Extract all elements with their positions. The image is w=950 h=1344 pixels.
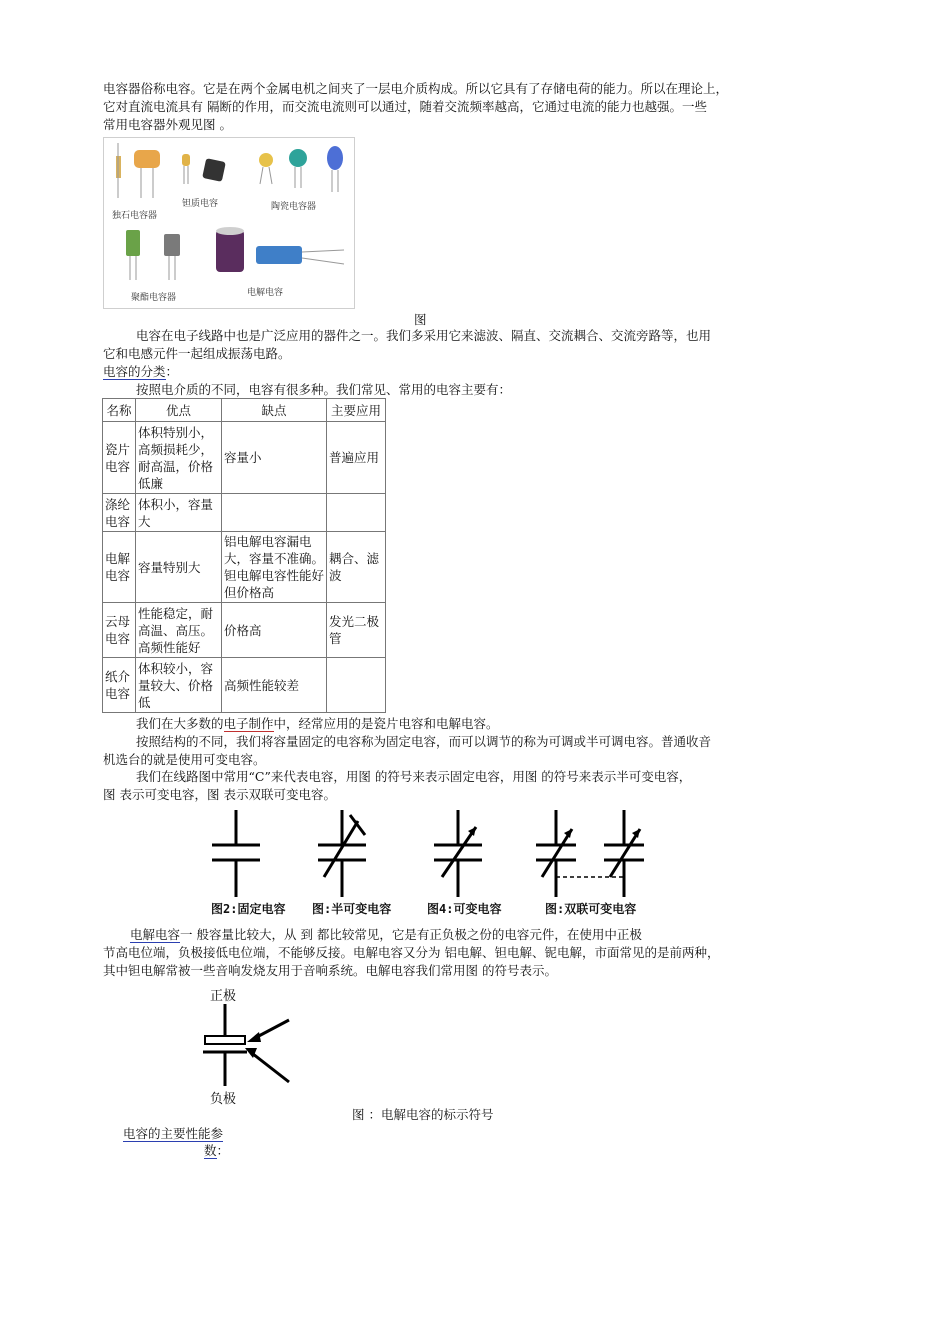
table-row — [103, 532, 386, 603]
variable-capacitor-symbol — [434, 810, 482, 897]
params-link-line-1-row — [123, 1125, 223, 1142]
para4-line-2: 机选台的就是使用可变电容。 — [103, 752, 266, 767]
table-row — [103, 603, 386, 658]
para5-line-1: 我们在线路图中常用“C”来代表电容，用图 的符号来表示固定电容，用图 的符号来表示半可变电容， — [136, 769, 692, 784]
ceramic-green-shape — [289, 149, 307, 167]
classification-heading-row — [103, 363, 178, 380]
para2-line-2: 它和电感元件一起组成振荡电路。 — [103, 346, 291, 361]
table-cell-use — [327, 658, 386, 713]
para6-line-3: 其中钽电解常被一些音响发烧友用于音响系统。电解电容我们常用图 的符号表示。 — [103, 963, 557, 978]
para6-line-1-text: 一 般容量比较大，从 到 都比较常见，它是有正负极之份的电容元件，在使用中正极 — [180, 927, 642, 942]
tantalum-capacitor-shape — [182, 154, 190, 166]
table-header-row — [103, 399, 386, 422]
fixed-capacitor-label: 图2:固定电容 — [211, 902, 286, 916]
para4-line-1: 按照结构的不同，我们将容量固定的电容称为固定电容，而可以调节的称为可调或半可调电容。普通收音 — [136, 734, 712, 749]
table-row — [103, 494, 386, 532]
electronic-making-link[interactable]: 电子制作 — [223, 716, 274, 731]
intro-line-1: 电容器俗称电容。它是在两个金属电机之间夹了一层电介质构成。所以它具有了存储电荷的能力。所以在理论上， — [103, 81, 729, 96]
capacitor-photo-panel — [103, 137, 355, 309]
para6-line-1 — [130, 926, 642, 943]
electrolytic-link[interactable]: 电解电容 — [130, 927, 181, 942]
table-cell-cons — [222, 494, 327, 532]
table-header-cell: 主要应用 — [327, 399, 386, 422]
table-row — [103, 422, 386, 494]
para5-line-2: 图 表示可变电容，图 表示双联可变电容。 — [103, 787, 336, 802]
classification-intro: 按照电介质的不同，电容有很多种。我们常见、常用的电容主要有： — [136, 382, 512, 397]
table-cell-use: 普遍应用 — [327, 422, 386, 494]
electrolytic-capacitor-symbol — [195, 1002, 295, 1088]
table-cell-use: 耦合、滤波 — [327, 532, 386, 603]
electrolytic-purple-shape — [216, 230, 244, 272]
tantalum-smd-shape — [202, 158, 226, 182]
table-row — [103, 658, 386, 713]
capacitor-photo-illustration — [104, 138, 354, 308]
params-colon: ： — [216, 1143, 230, 1158]
photo-label-ceramic: 陶瓷电容器 — [271, 202, 317, 212]
capacitor-types-table — [102, 398, 386, 713]
photo-label-tantalum: 钽质电容 — [182, 199, 219, 209]
table-cell-name: 纸介电容 — [103, 658, 136, 713]
positive-pole-label: 正极 — [210, 989, 237, 1004]
table-cell-pros: 体积特别小，高频损耗少，耐高温，价格低廉 — [136, 422, 222, 494]
ceramic-blue-shape — [327, 146, 343, 170]
semi-variable-capacitor-label: 图:半可变电容 — [312, 902, 392, 916]
para2-line-1: 电容在电子线路中也是广泛应用的器件之一。我们多采用它来滤波、隔直、交流耦合、交流旁路等，也用 — [136, 328, 712, 343]
negative-pole-label: 负极 — [210, 1092, 237, 1107]
capacitor-symbols-diagram — [200, 805, 660, 900]
table-cell-pros: 体积小，容量大 — [136, 494, 222, 532]
electrolytic-blue-shape — [256, 246, 302, 264]
para6-line-2: 节高电位端，负极接低电位端，不能够反接。电解电容又分为 铝电解、钽电解、铌电解，市面常见的是前两种， — [103, 945, 720, 960]
photo-label-monolithic: 独石电容器 — [112, 211, 158, 221]
polyester-green-shape — [126, 230, 140, 256]
table-cell-pros: 性能稳定，耐高温、高压。高频性能好 — [136, 603, 222, 658]
polyester-grey-shape — [164, 234, 180, 256]
params-link[interactable]: 电容的主要性能参 — [123, 1126, 224, 1141]
table-cell-name: 云母电容 — [103, 603, 136, 658]
table-cell-pros: 容量特别大 — [136, 532, 222, 603]
table-cell-use — [327, 494, 386, 532]
monolithic-capacitor-shape — [134, 150, 160, 168]
para3-pre: 我们在大多数的 — [136, 716, 224, 731]
table-cell-cons: 高频性能较差 — [222, 658, 327, 713]
table-cell-use: 发光二极管 — [327, 603, 386, 658]
fixed-capacitor-symbol — [212, 810, 260, 897]
table-cell-cons: 容量小 — [222, 422, 327, 494]
ceramic-yellow-shape — [259, 153, 273, 167]
photo-caption: 图 — [414, 312, 427, 327]
classification-colon: ： — [165, 364, 179, 379]
dual-variable-capacitor-symbol — [536, 810, 644, 897]
photo-label-electrolytic: 电解电容 — [247, 288, 284, 298]
dual-variable-capacitor-label: 图:双联可变电容 — [545, 902, 637, 916]
semi-variable-capacitor-symbol — [318, 810, 366, 897]
table-cell-name: 瓷片电容 — [103, 422, 136, 494]
electrolytic-symbol-caption: 图 ：电解电容的标示符号 — [352, 1107, 494, 1122]
classification-link[interactable]: 电容的分类 — [103, 364, 166, 379]
para3-post: 中，经常应用的是瓷片电容和电解电容。 — [273, 716, 499, 731]
photo-label-polyester: 聚酯电容器 — [131, 293, 177, 303]
table-cell-name: 电解电容 — [103, 532, 136, 603]
variable-capacitor-label: 图4:可变电容 — [427, 902, 502, 916]
table-header-cell: 优点 — [136, 399, 222, 422]
params-link-continued[interactable]: 数 — [204, 1143, 217, 1158]
intro-line-2: 它对直流电流具有 隔断的作用，而交流电流则可以通过，随着交流频率越高，它通过电流的能力也越强。一些 — [103, 99, 707, 114]
table-header-cell: 缺点 — [222, 399, 327, 422]
table-header-cell: 名称 — [103, 399, 136, 422]
table-cell-cons: 铝电解电容漏电大，容量不准确。钽电解电容性能好但价格高 — [222, 532, 327, 603]
intro-line-3: 常用电容器外观见图 。 — [103, 117, 232, 132]
table-cell-pros: 体积较小，容量较大、价格低 — [136, 658, 222, 713]
params-link-line-2-row — [204, 1142, 229, 1159]
para3 — [136, 715, 499, 732]
table-cell-cons: 价格高 — [222, 603, 327, 658]
table-cell-name: 涤纶电容 — [103, 494, 136, 532]
